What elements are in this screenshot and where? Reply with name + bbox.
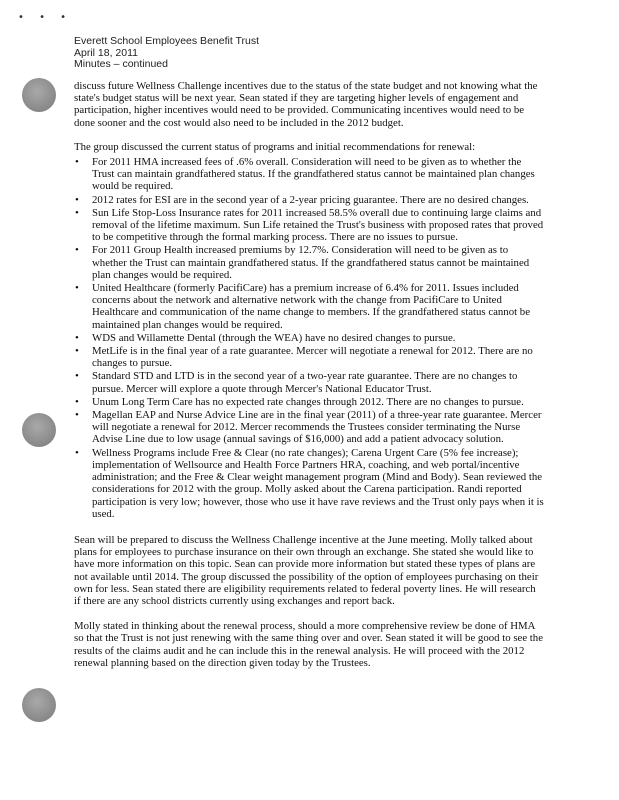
punch-hole-middle xyxy=(22,413,56,447)
punch-hole-top xyxy=(22,78,56,112)
renewal-bullet-list xyxy=(74,156,544,520)
bullet-unum: • Unum Long Term Care has no expected rate changes through 2012. There are no changes to pursue. xyxy=(92,396,544,408)
punch-hole-bottom xyxy=(22,688,56,722)
bullet-sun-life: • Sun Life Stop-Loss Insurance rates for 2011 increased 58.5% overall due to continuing large claims and removal of the lifetime maximum. Sun Life retained the Trust's business with proposed rates that proved to be competitive through the formal marking process. There are no issues to pursue. xyxy=(92,207,544,244)
bullet-magellan: • Magellan EAP and Nurse Advice Line are in the final year (2011) of a three-year rate guarantee. Mercer will negotiate a renewal for 2012. Mercer recommends the Trustees consider terminating the Nurse Advise Line due to low usage (annual savings of $16,000) and add a patient advocacy solution. xyxy=(92,409,544,446)
bullet-hma: • For 2011 HMA increased fees of .6% overall. Consideration will need to be given as to whether the Trust can maintain grandfathered status. If the grandfathered status cannot be maintained plan changes would be required. xyxy=(92,156,544,193)
bullet-group-health: • For 2011 Group Health increased premiums by 12.7%. Consideration will need to be given as to whether the Trust can maintain grandfathered status. If the grandfathered status cannot be maintained plan changes would be required. xyxy=(92,244,544,281)
document-body xyxy=(74,80,544,669)
bullet-dental: • WDS and Willamette Dental (through the WEA) have no desired changes to pursue. xyxy=(92,332,544,344)
page-header xyxy=(74,36,259,71)
paragraph-exchange: Sean will be prepared to discuss the Wellness Challenge incentive at the June meeting. Molly talked about plans for employees to purchase insurance on their own through an exchange. She stated she would like to have more information on this topic. Sean can provide more information but stated these types of plans are not available until 2014. The group discussed the possibility of the option of employees purchasing on their own for less. Sean stated there are eligibility requirements related to federal poverty lines. He will research if there are any school districts currently using exchanges and report back. xyxy=(74,533,539,607)
header-subtitle: Minutes – continued xyxy=(74,58,168,70)
paragraph-continued: discuss future Wellness Challenge incentives due to the status of the state budget and not knowing what the state's budget status will be next year. Sean stated if they are targeting higher levels of engagement and participation, higher incentives would need to be provided. Communicating incentives would need to be done sooner and the cost would also need to be included in the 2012 budget. xyxy=(74,80,538,129)
bullet-metlife: • MetLife is in the final year of a rate guarantee. Mercer will negotiate a renewal for 2012. There are no changes to pursue. xyxy=(92,345,544,369)
bullet-united-healthcare: • United Healthcare (formerly PacifiCare) has a premium increase of 6.4% for 2011. Issues included concerns about the network and alternative network with the change from PacifiCare to United Healthcare and communication of the name change to members. If the grandfathered status cannot be maintained plan changes would be required. xyxy=(92,282,544,331)
header-date: April 18, 2011 xyxy=(74,46,139,59)
scan-marks: • • • xyxy=(18,12,73,23)
bullet-wellness: • Wellness Programs include Free & Clear (no rate changes); Carena Urgent Care (5% fee increase); implementation of Wellsource and Health Force Partners HRA, coaching, and web portal/incentive administration; and the Free & Clear weight management program (Mind and Body). Sean reviewed the considerations for 2012 with the group. Molly asked about the Carena participation. Randi reported participation is very low; however, those who use it have rave reviews and the Trust only pays when it is used. xyxy=(92,447,544,520)
bullet-standard: • Standard STD and LTD is in the second year of a two-year rate guarantee. There are no changes to pursue. Mercer will explore a quote through Mercer's National Educator Trust. xyxy=(92,370,544,394)
header-org: Everett School Employees Benefit Trust xyxy=(74,35,260,47)
paragraph-renewal-intro: The group discussed the current status of programs and initial recommendations for renewal: xyxy=(74,140,476,153)
bullet-esi: • 2012 rates for ESI are in the second year of a 2-year pricing guarantee. There are no desired changes. xyxy=(92,194,544,206)
paragraph-renewal-process: Molly stated in thinking about the renewal process, should a more comprehensive review be done of HMA so that the Trust is not just renewing with the same thing over and over. Sean stated it will be good to see the results of the claims audit and he can include this in the renewal analysis. He will proceed with the 2012 renewal planning based on the direction given today by the Trustees. xyxy=(74,620,543,669)
